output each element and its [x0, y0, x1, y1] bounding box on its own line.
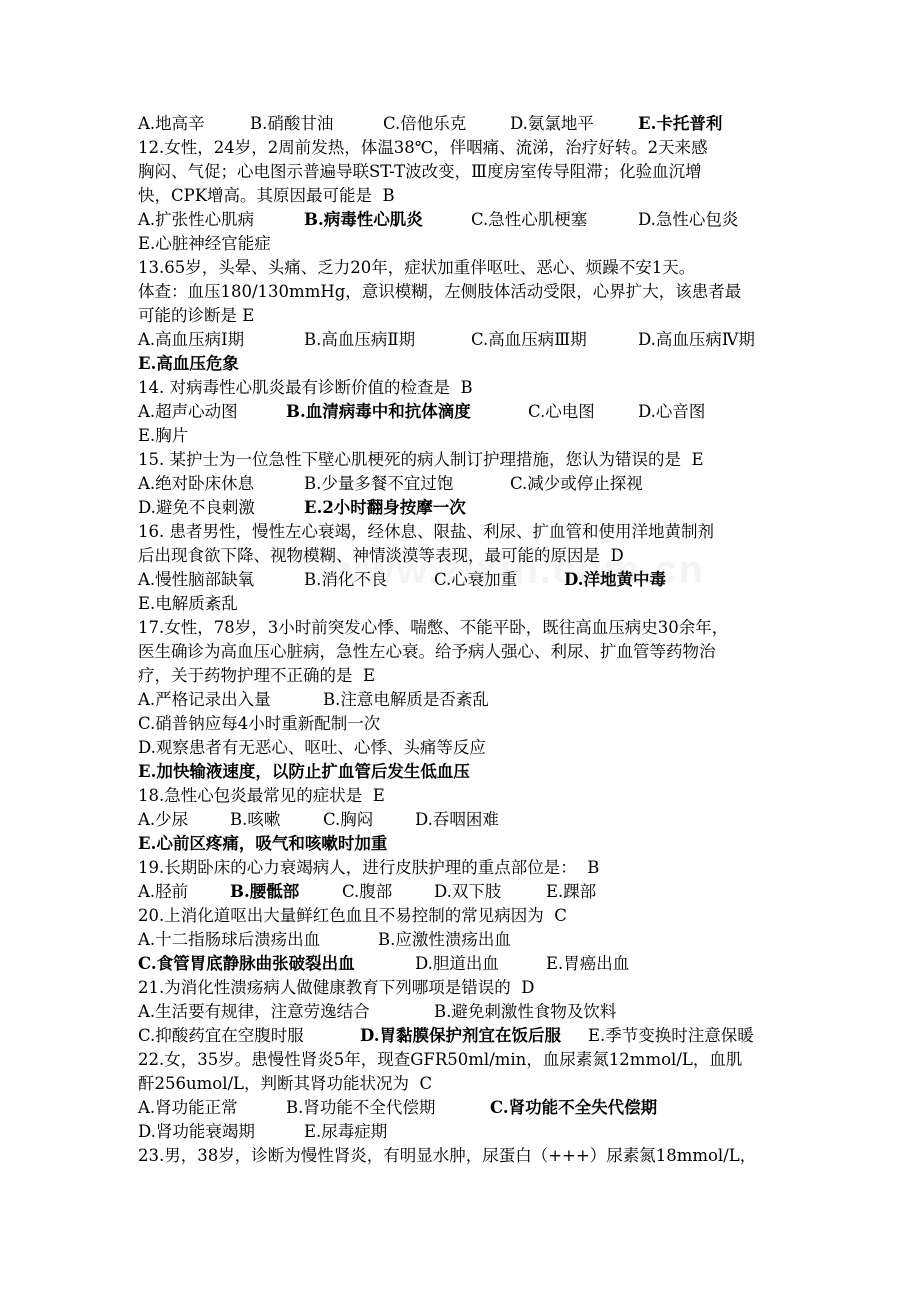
options-line: [138, 1000, 788, 1024]
option: B.应激性溃疡出血: [378, 930, 511, 949]
option: E.胃癌出血: [546, 954, 630, 973]
text-line: 疗，关于药物护理不正确的是 E: [138, 666, 376, 685]
option: A.十二指肠球后溃疡出血: [138, 930, 321, 949]
options-line: [138, 688, 788, 712]
option: A.肾功能正常: [138, 1098, 238, 1117]
options-line: [138, 1024, 788, 1048]
option: C.胸闷: [323, 810, 374, 829]
text-line: 23.男，38岁，诊断为慢性肾炎，有明显水肿，尿蛋白（+++）尿素氮18mmol/L，: [138, 1146, 757, 1165]
options-line: [138, 880, 788, 904]
option: C.心电图: [528, 402, 595, 421]
text-line: 后出现食欲下降、视物模糊、神情淡漠等表现，最可能的原因是 D: [138, 546, 624, 565]
options-line: [138, 328, 788, 352]
options-line: [138, 1096, 788, 1120]
option: B.硝酸甘油: [250, 114, 334, 133]
text-line: 14. 对病毒性心肌炎最有诊断价值的检查是 B: [138, 378, 473, 397]
option: A.胫前: [138, 882, 189, 901]
option: E.踝部: [546, 882, 597, 901]
option: D.急性心包炎: [638, 210, 739, 229]
text-line: 快，CPK增高。其原因最可能是 B: [138, 186, 395, 205]
text-line: D.观察患者有无恶心、呕吐、心悸、头痛等反应: [138, 738, 486, 757]
option: B.高血压病Ⅱ期: [304, 330, 416, 349]
text-line: E.心脏神经官能症: [138, 234, 271, 253]
options-line: [138, 112, 788, 136]
text-line: 医生确诊为高血压心脏病，急性左心衰。给予病人强心、利尿、扩血管等药物治: [138, 642, 716, 661]
text-line: C.硝普钠应每4小时重新配制一次: [138, 714, 381, 733]
text-line: E.高血压危象: [138, 354, 239, 373]
option: D.吞咽困难: [415, 810, 499, 829]
option: D.胆道出血: [415, 954, 499, 973]
document-page: [0, 112, 920, 1168]
option: A.超声心动图: [138, 402, 238, 421]
option: B.咳嗽: [230, 810, 281, 829]
option: A.生活要有规律，注意劳逸结合: [138, 1002, 370, 1021]
answer-option: B.病毒性心肌炎: [304, 210, 423, 229]
options-line: [138, 568, 788, 592]
text-line: 15. 某护士为一位急性下壁心肌梗死的病人制订护理措施，您认为错误的是 E: [138, 450, 704, 469]
text-line: E.电解质紊乱: [138, 594, 238, 613]
text-line: 16. 患者男性，慢性左心衰竭，经休息、限盐、利尿、扩血管和使用洋地黄制剂: [138, 522, 714, 541]
option: A.扩张性心肌病: [138, 210, 255, 229]
answer-option: E.2小时翻身按摩一次: [304, 498, 466, 517]
option: C.高血压病Ⅲ期: [471, 330, 587, 349]
text-line: 19.长期卧床的心力衰竭病人，进行皮肤护理的重点部位是： B: [138, 858, 600, 877]
option: A.绝对卧床休息: [138, 474, 255, 493]
option: E.尿毒症期: [304, 1122, 388, 1141]
option: A.严格记录出入量: [138, 690, 271, 709]
option: B.肾功能不全代偿期: [286, 1098, 436, 1117]
text-line: 20.上消化道呕出大量鲜红色血且不易控制的常见病因为 C: [138, 906, 567, 925]
option: D.避免不良刺激: [138, 498, 255, 517]
option: C.倍他乐克: [383, 114, 467, 133]
option: C.腹部: [342, 882, 393, 901]
option: D.氨氯地平: [510, 114, 594, 133]
option: A.少尿: [138, 810, 189, 829]
option: A.地高辛: [138, 114, 205, 133]
answer-option: D.洋地黄中毒: [564, 570, 666, 589]
option: D.心音图: [638, 402, 706, 421]
option: D.高血压病Ⅳ期: [638, 330, 755, 349]
answer-option: C.肾功能不全失代偿期: [490, 1098, 658, 1117]
text-line: E.胸片: [138, 426, 189, 445]
answer-option: B.腰骶部: [230, 882, 300, 901]
options-line: [138, 928, 788, 952]
text-line: 13.65岁，头晕、头痛、乏力20年，症状加重伴呕吐、恶心、烦躁不安1天。: [138, 258, 696, 277]
answer-option: C.食管胃底静脉曲张破裂出血: [138, 954, 355, 973]
text-line: 12.女性，24岁，2周前发热，体温38℃，伴咽痛、流涕，治疗好转。2天来感: [138, 138, 708, 157]
option: C.减少或停止探视: [510, 474, 643, 493]
option: B.消化不良: [304, 570, 388, 589]
text-line: 18.急性心包炎最常见的症状是 E: [138, 786, 385, 805]
option: D.肾功能衰竭期: [138, 1122, 255, 1141]
option: D.双下肢: [434, 882, 502, 901]
option: B.少量多餐不宜过饱: [304, 474, 454, 493]
answer-option: D.胃黏膜保护剂宜在饭后服: [360, 1026, 561, 1045]
options-line: [138, 496, 788, 520]
options-line: [138, 400, 788, 424]
text-line: 21.为消化性溃疡病人做健康教育下列哪项是错误的 D: [138, 978, 535, 997]
text-line: 22.女，35岁。患慢性肾炎5年，现查GFR50ml/min，血尿素氮12mmol/L，血肌: [138, 1050, 743, 1069]
text-line: E.心前区疼痛，吸气和咳嗽时加重: [138, 834, 388, 853]
options-line: [138, 208, 788, 232]
options-line: [138, 808, 788, 832]
text-line: 体查：血压180/130mmHg，意识模糊，左侧肢体活动受限，心界扩大，该患者最: [138, 282, 742, 301]
option: E.季节变换时注意保暖: [588, 1026, 754, 1045]
text-line: 胸闷、气促；心电图示普遍导联ST-T波改变，Ⅲ度房室传导阻滞；化验血沉增: [138, 162, 702, 181]
option: A.高血压病Ⅰ期: [138, 330, 245, 349]
text-line: 酐256umol/L，判断其肾功能状况为 C: [138, 1074, 433, 1093]
answer-option: B.血清病毒中和抗体滴度: [286, 402, 471, 421]
option: C.抑酸药宜在空腹时服: [138, 1026, 304, 1045]
text-line: 17.女性，78岁，3小时前突发心悸、喘憋、不能平卧，既往高血压病史30余年，: [138, 618, 729, 637]
options-line: [138, 952, 788, 976]
option: C.心衰加重: [434, 570, 518, 589]
options-line: [138, 472, 788, 496]
options-line: [138, 1120, 788, 1144]
option: B.避免刺激性食物及饮料: [434, 1002, 617, 1021]
option: B.注意电解质是否紊乱: [323, 690, 489, 709]
option: C.急性心肌梗塞: [471, 210, 588, 229]
option: A.慢性脑部缺氧: [138, 570, 255, 589]
answer-option: E.卡托普利: [638, 114, 723, 133]
text-line: 可能的诊断是 E: [138, 306, 255, 325]
text-line: E.加快输液速度，以防止扩血管后发生低血压: [138, 762, 470, 781]
